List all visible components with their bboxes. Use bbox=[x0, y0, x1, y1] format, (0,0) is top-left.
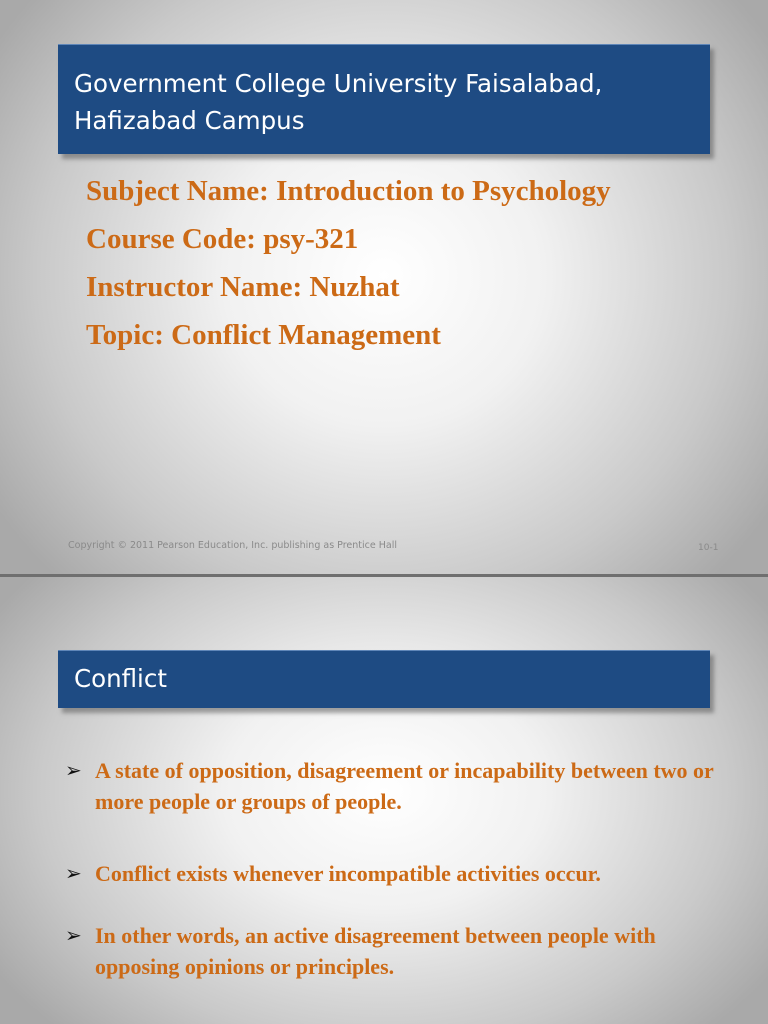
slide-2-title-bar bbox=[58, 650, 710, 708]
conflict-bullet-list bbox=[64, 755, 744, 1023]
arrow-bullet-icon: ➢ bbox=[65, 861, 82, 885]
subject-name: Subject Name: Introduction to Psychology bbox=[86, 175, 611, 207]
topic: Topic: Conflict Management bbox=[86, 319, 441, 351]
list-item bbox=[64, 858, 744, 889]
list-item bbox=[64, 755, 744, 817]
slide-1-title-bar bbox=[58, 44, 710, 154]
copyright-notice: Copyright © 2011 Pearson Education, Inc. publishing as Prentice Hall bbox=[68, 540, 397, 551]
university-name: Government College University Faisalabad, bbox=[74, 69, 603, 98]
instructor-name: Instructor Name: Nuzhat bbox=[86, 271, 400, 303]
list-item bbox=[64, 920, 744, 982]
bullet-text: A state of opposition, disagreement or incapability between two or more people or groups of people. bbox=[95, 758, 714, 814]
campus-name: Hafizabad Campus bbox=[74, 106, 305, 135]
arrow-bullet-icon: ➢ bbox=[65, 758, 82, 782]
course-code: Course Code: psy-321 bbox=[86, 223, 359, 255]
slide-title: Conflict bbox=[74, 664, 167, 693]
arrow-bullet-icon: ➢ bbox=[65, 923, 82, 947]
slide-number: 10-1 bbox=[698, 543, 719, 553]
bullet-text: In other words, an active disagreement between people with opposing opinions or principles. bbox=[95, 923, 656, 979]
bullet-text: Conflict exists whenever incompatible activities occur. bbox=[95, 861, 601, 886]
slide-2 bbox=[0, 577, 768, 1024]
course-info-list bbox=[86, 171, 726, 363]
